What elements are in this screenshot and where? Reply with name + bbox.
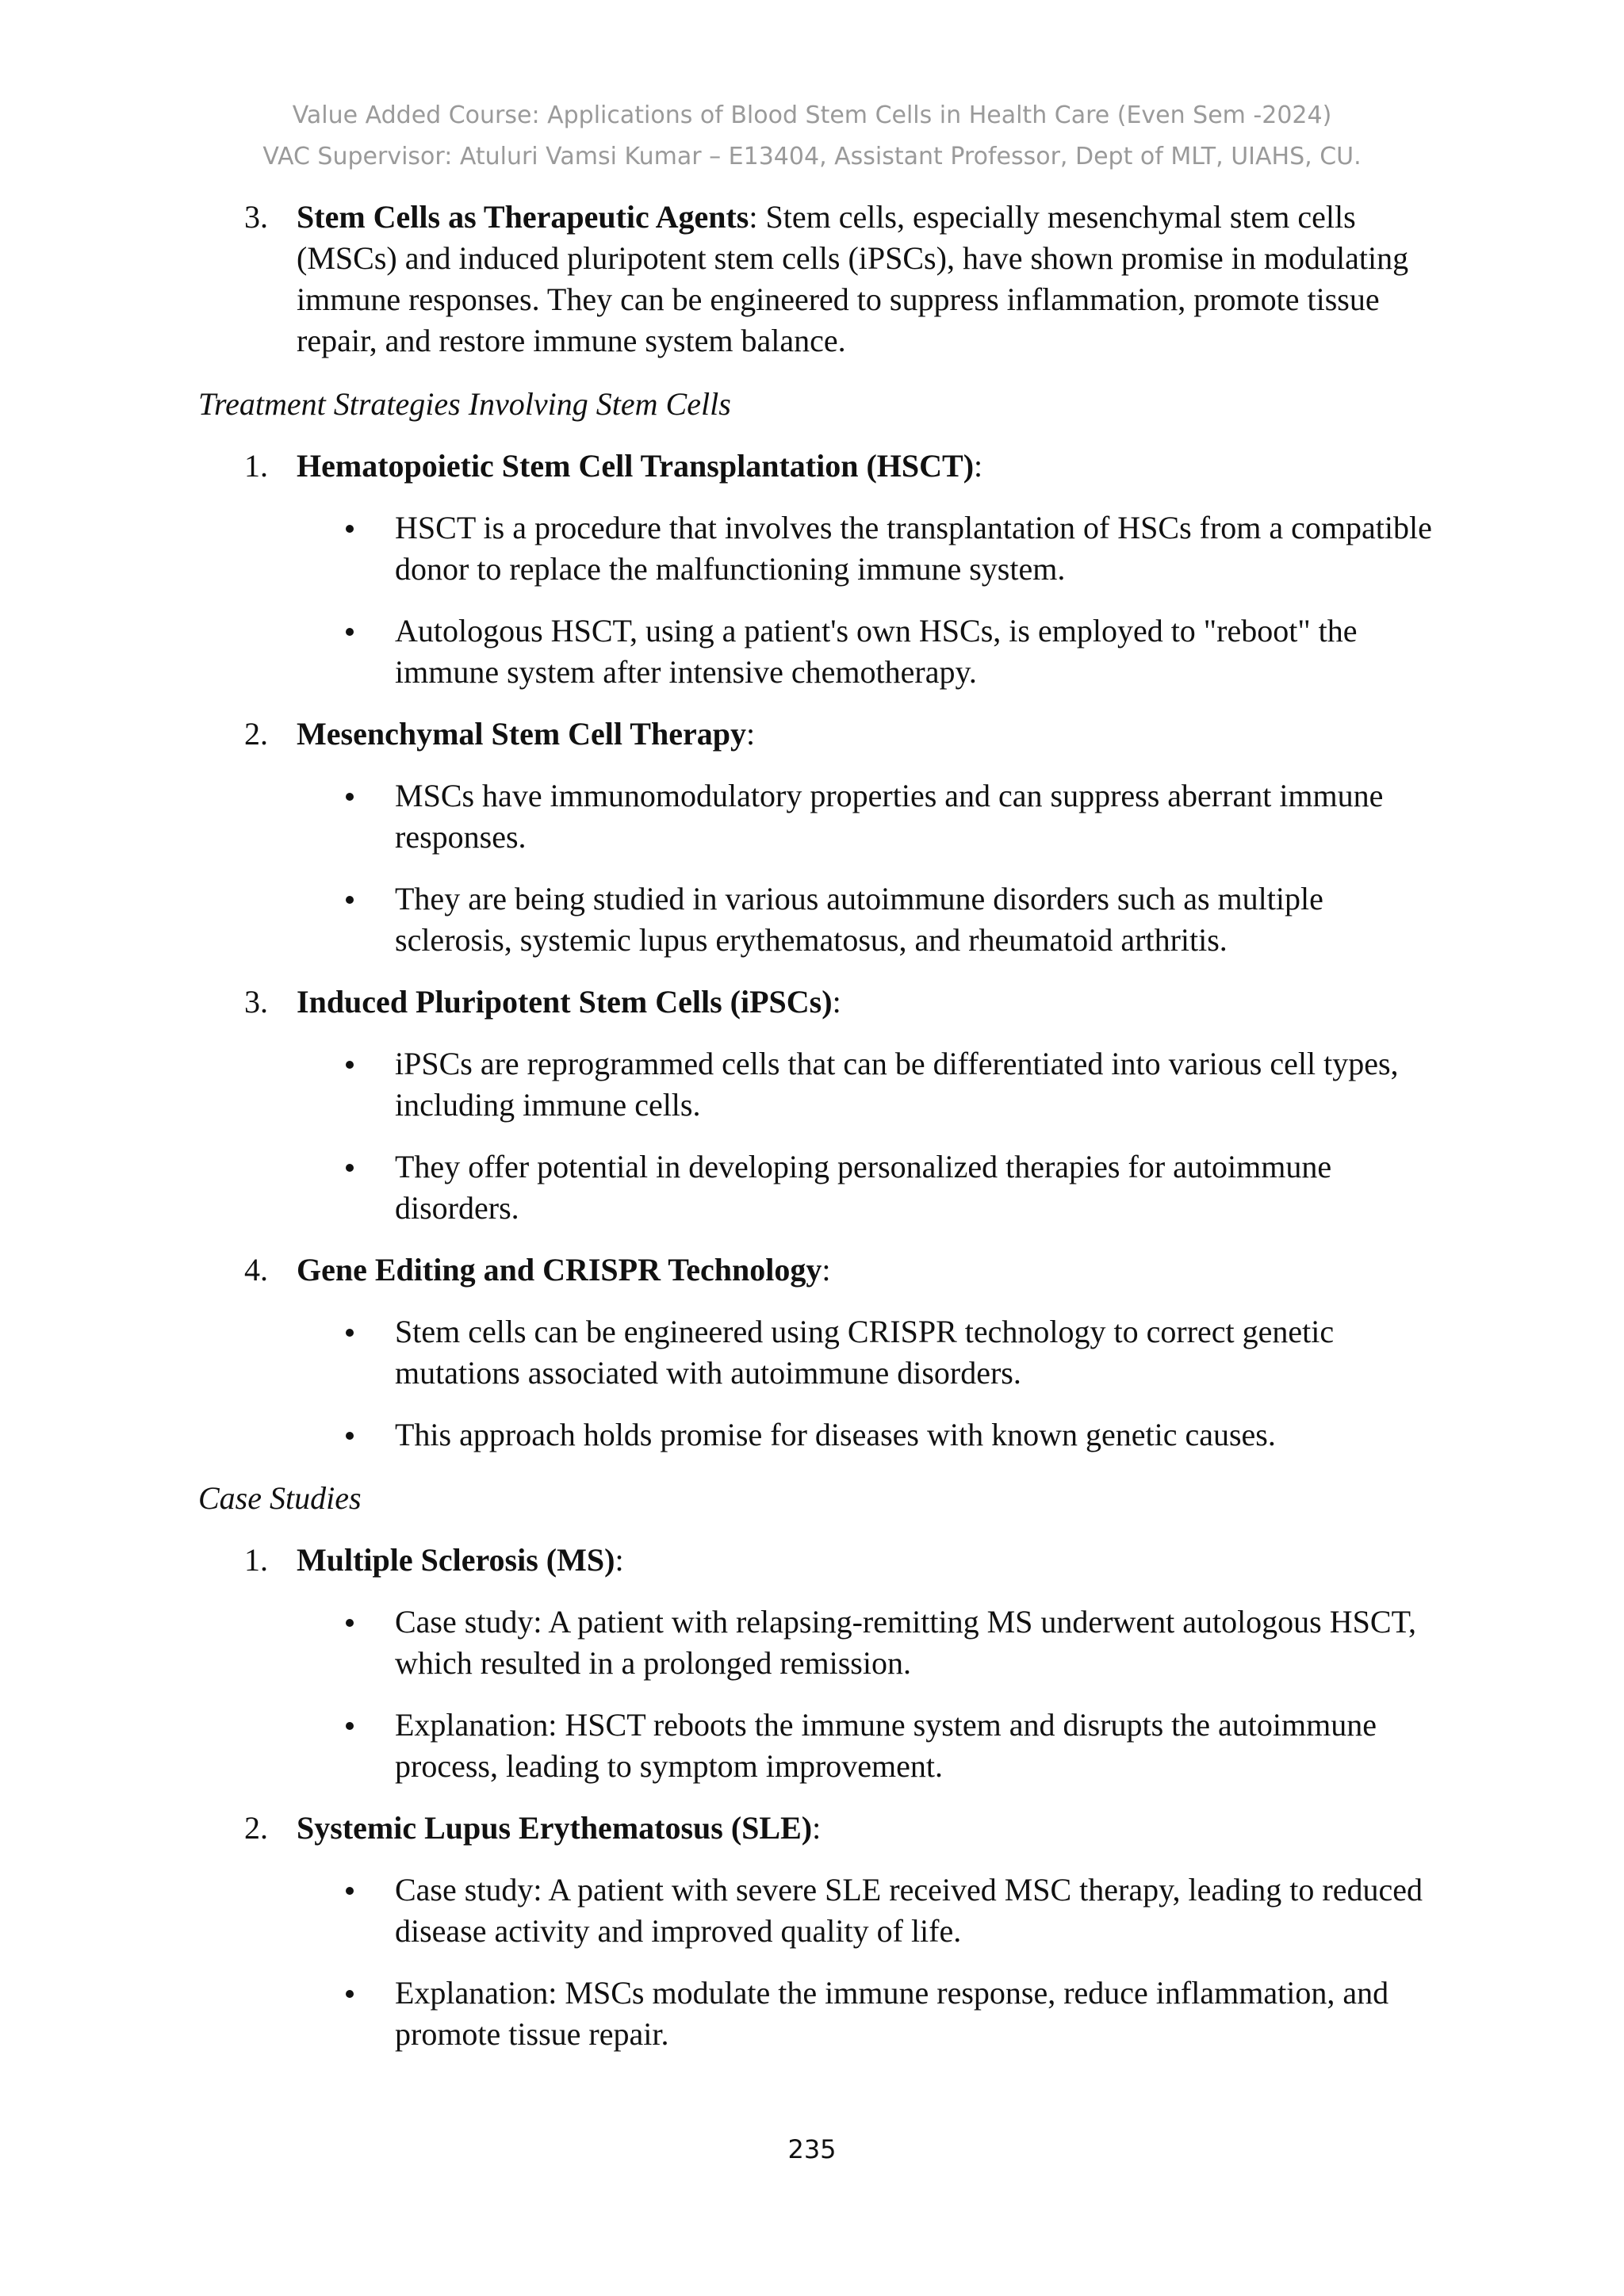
bullet-icon: [346, 1990, 354, 1998]
header-supervisor-line: VAC Supervisor: Atuluri Vamsi Kumar – E13404, Assistant Professor, Dept of MLT, UIAHS, CU.: [262, 143, 1362, 170]
item-colon: :: [974, 448, 983, 484]
bullet-text: Autologous HSCT, using a patient's own HSCs, is employed to "reboot" the immune system after intensive chemotherapy.: [395, 613, 1358, 690]
list-item: [198, 1146, 1435, 1229]
bullet-list: [198, 1043, 1435, 1229]
intro-item: [198, 197, 1435, 362]
bullet-icon: [346, 1722, 354, 1730]
bullet-text: They are being studied in various autoimmune disorders such as multiple sclerosis, systemic lupus erythematosus, and rheumatoid arthritis.: [395, 881, 1323, 958]
page-content: [198, 197, 1435, 2076]
treatment-item: [198, 982, 1435, 1023]
treatment-heading: Treatment Strategies Involving Stem Cells: [198, 386, 731, 422]
item-title: Gene Editing and CRISPR Technology: [297, 1252, 822, 1288]
bullet-list: [198, 507, 1435, 693]
item-number: 4.: [244, 1252, 268, 1288]
bullet-list: [198, 1869, 1435, 2055]
item-number: 1.: [244, 1542, 268, 1578]
bullet-icon: [346, 793, 354, 801]
bullet-icon: [346, 525, 354, 533]
bullet-list: [198, 775, 1435, 961]
bullet-text: Explanation: HSCT reboots the immune system and disrupts the autoimmune process, leading to symptom improvement.: [395, 1707, 1377, 1784]
item-number: 2.: [244, 716, 268, 752]
treatment-item: [198, 1249, 1435, 1291]
treatment-item: [198, 446, 1435, 487]
item-number: 3.: [244, 984, 268, 1020]
item-colon: :: [745, 716, 756, 752]
bullet-icon: [346, 1887, 354, 1895]
list-item: [198, 1705, 1435, 1787]
bullet-text: Case study: A patient with severe SLE received MSC therapy, leading to reduced disease activity and improved quality of life.: [395, 1872, 1423, 1949]
bullet-icon: [346, 1432, 354, 1440]
list-item: [198, 1311, 1435, 1394]
item-colon: :: [615, 1542, 624, 1578]
item-title: Multiple Sclerosis (MS): [297, 1542, 615, 1578]
list-item: [198, 507, 1435, 590]
bullet-text: Explanation: MSCs modulate the immune response, reduce inflammation, and promote tissue repair.: [395, 1975, 1389, 2052]
bullet-icon: [346, 628, 354, 636]
item-title: Stem Cells as Therapeutic Agents: [297, 199, 749, 235]
list-item: [198, 1043, 1435, 1126]
page-number: 235: [787, 2134, 837, 2164]
bullet-text: Stem cells can be engineered using CRISPR technology to correct genetic mutations associated with autoimmune disorders.: [395, 1314, 1335, 1391]
bullet-text: Case study: A patient with relapsing-remitting MS underwent autologous HSCT, which resulted in a prolonged remission.: [395, 1604, 1417, 1681]
list-item: [198, 775, 1435, 858]
bullet-icon: [346, 1061, 354, 1069]
item-number: 3.: [244, 199, 268, 235]
case-item: [198, 1540, 1435, 1581]
case-studies-heading: Case Studies: [198, 1480, 362, 1516]
bullet-text: MSCs have immunomodulatory properties and can suppress aberrant immune responses.: [395, 778, 1384, 855]
bullet-icon: [346, 896, 354, 904]
bullet-text: They offer potential in developing personalized therapies for autoimmune disorders.: [395, 1149, 1332, 1226]
bullet-icon: [346, 1619, 354, 1627]
list-item: [198, 1601, 1435, 1684]
header-course-line: Value Added Course: Applications of Blood Stem Cells in Health Care (Even Sem -2024): [292, 101, 1332, 129]
bullet-text: This approach holds promise for diseases with known genetic causes.: [395, 1417, 1276, 1452]
list-item: [198, 1414, 1435, 1456]
treatment-item: [198, 714, 1435, 755]
item-title: Mesenchymal Stem Cell Therapy: [297, 716, 746, 752]
list-item: [198, 1973, 1435, 2055]
case-item: [198, 1808, 1435, 1849]
item-text: : Stem cells, especially mesenchymal stem cells (MSCs) and induced pluripotent stem cells (iPSCs), have shown promise in modulating immune responses. They can be engineered to suppress inflammation, promote tissue repair, and restore immune system balance.: [297, 199, 1409, 358]
item-number: 2.: [244, 1810, 268, 1846]
item-title: Hematopoietic Stem Cell Transplantation (HSCT): [297, 448, 975, 484]
bullet-icon: [346, 1164, 354, 1172]
item-colon: :: [822, 1252, 831, 1288]
page-header: [0, 95, 1624, 178]
bullet-list: [198, 1311, 1435, 1456]
bullet-text: HSCT is a procedure that involves the transplantation of HSCs from a compatible donor to replace the malfunctioning immune system.: [395, 510, 1432, 587]
item-colon: :: [832, 984, 841, 1020]
item-number: 1.: [244, 448, 268, 484]
bullet-text: iPSCs are reprogrammed cells that can be differentiated into various cell types, including immune cells.: [395, 1046, 1399, 1123]
item-colon: :: [812, 1810, 822, 1846]
list-item: [198, 1869, 1435, 1952]
item-title: Systemic Lupus Erythematosus (SLE): [297, 1810, 813, 1846]
bullet-list: [198, 1601, 1435, 1787]
list-item: [198, 610, 1435, 693]
item-title: Induced Pluripotent Stem Cells (iPSCs): [297, 984, 833, 1020]
bullet-icon: [346, 1329, 354, 1337]
list-item: [198, 878, 1435, 961]
